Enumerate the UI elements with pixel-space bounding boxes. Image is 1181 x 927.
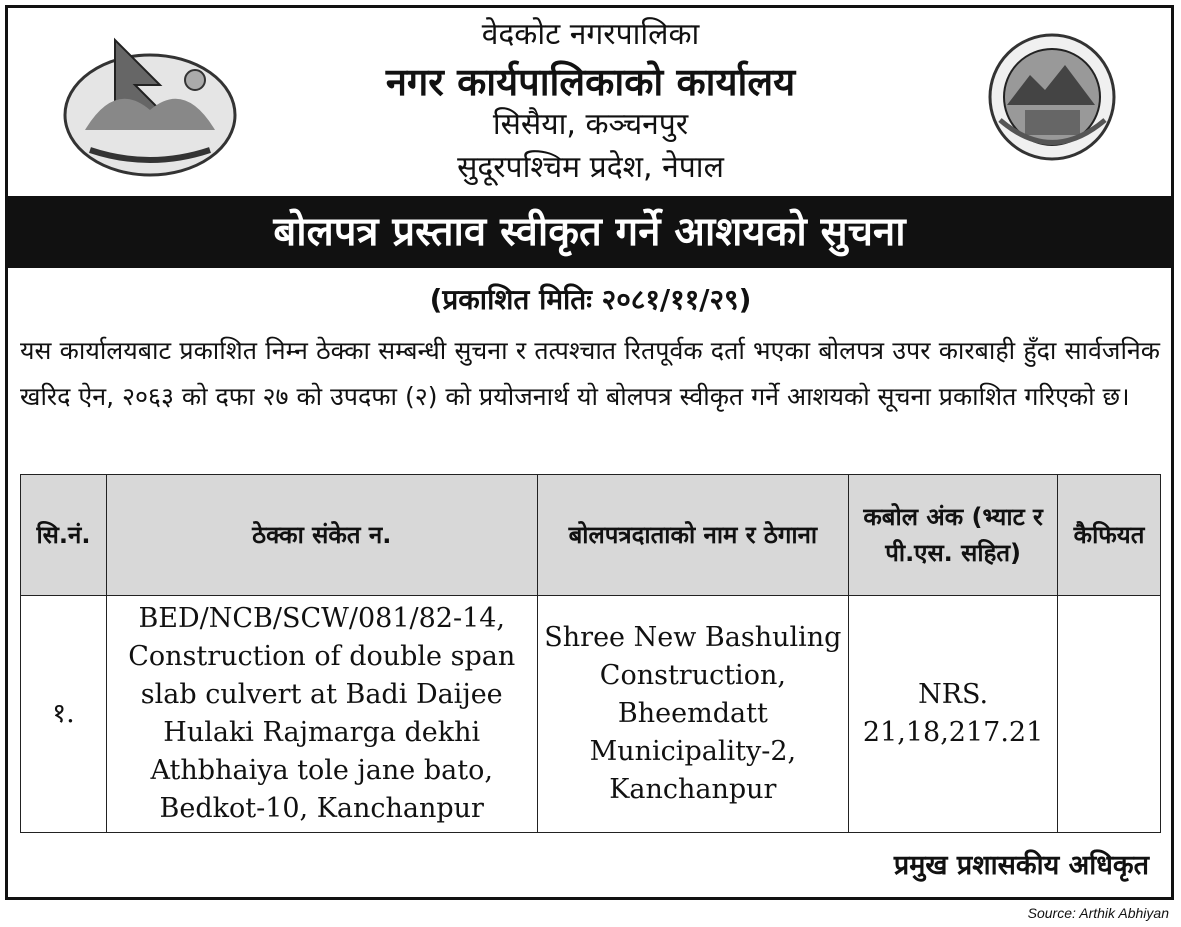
header-sn: सि.नं. xyxy=(21,475,107,596)
cell-contract: BED/NCB/SCW/081/82-14, Construction of double span slab culvert at Badi Daijee Hulaki Rajmarga dekhi Athbhaiya tole jane bato, Bedkot-10, Kanchanpur xyxy=(106,596,537,833)
header-contract: ठेक्का संकेत न. xyxy=(106,475,537,596)
header-bidder: बोलपत्रदाताको नाम र ठेगाना xyxy=(537,475,849,596)
office-address: सिसैया, कञ्चनपुर xyxy=(492,107,689,142)
signature-title: प्रमुख प्रशासकीय अधिकृत xyxy=(893,850,1149,881)
source-credit: Source: Arthik Abhiyan xyxy=(1027,905,1169,921)
province-name: सुदूरपश्चिम प्रदेश, नेपाल xyxy=(457,150,724,185)
cell-sn: १. xyxy=(21,596,107,833)
cell-bidder: Shree New Bashuling Construction, Bheemdatt Municipality-2, Kanchanpur xyxy=(537,596,849,833)
table-row xyxy=(21,596,1161,833)
header-amount: कबोल अंक (भ्याट र पी.एस. सहित) xyxy=(849,475,1058,596)
published-date: (प्रकाशित मितिः २०८१/११/२९) xyxy=(429,283,752,316)
municipality-name: वेदकोट नगरपालिका xyxy=(481,17,700,52)
notice-body: यस कार्यालयबाट प्रकाशित निम्न ठेक्का सम्बन्धी सुचना र तत्पश्चात रितपूर्वक दर्ता भएका बोलपत्र उपर कारबाही हुँदा सार्वजनिक खरिद ऐन, २०६३ को दफा २७ को उपदफा (२) को प्रयोजनार्थ यो बोलपत्र स्वीकृत गर्ने आशयको सूचना प्रकाशित गरिएको छ। xyxy=(20,336,1160,411)
cell-amount: NRS. 21,18,217.21 xyxy=(849,596,1058,833)
table-header-row xyxy=(21,475,1161,596)
bid-table xyxy=(20,474,1161,833)
header-remarks: कैफियत xyxy=(1058,475,1161,596)
notice-title: बोलपत्र प्रस्ताव स्वीकृत गर्ने आशयको सुचना xyxy=(5,196,1174,268)
cell-remarks xyxy=(1058,596,1161,833)
office-name: नगर कार्यपालिकाको कार्यालय xyxy=(385,60,796,104)
